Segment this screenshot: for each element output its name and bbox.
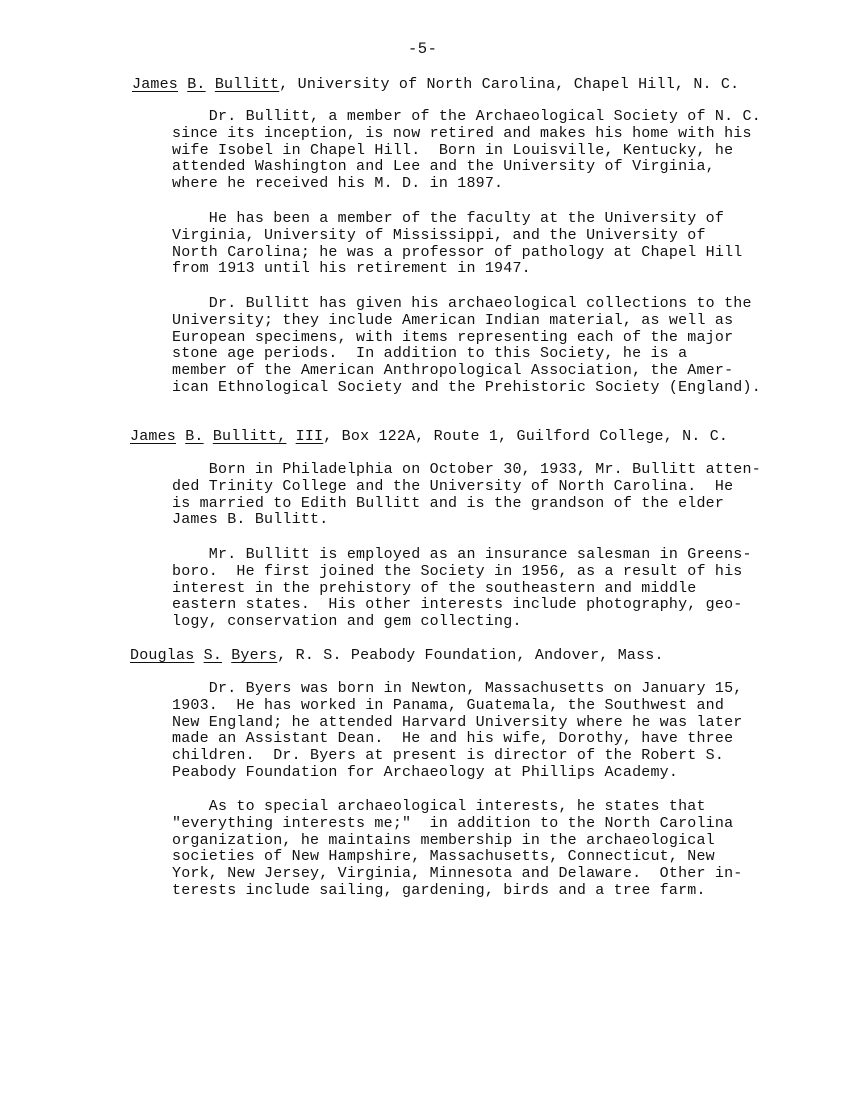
text-line: is married to Edith Bullitt and is the grandson of the elder	[172, 494, 725, 512]
text-line: since its inception, is now retired and makes his home with his	[172, 124, 752, 142]
text-line: Mr. Bullitt is employed as an insurance salesman in Greens-	[172, 546, 752, 563]
text-line: 1903. He has worked in Panama, Guatemala, the Southwest and	[172, 696, 725, 714]
text-line: Virginia, University of Mississippi, and the University of	[172, 226, 706, 244]
affiliation: , Box 122A, Route 1, Guilford College, N. C.	[323, 428, 729, 445]
text-line: organization, he maintains membership in the archaeological	[172, 831, 715, 849]
text-line: societies of New Hampshire, Massachusetts, Connecticut, New	[172, 848, 715, 866]
text-line: terests include sailing, gardening, birds and a tree farm.	[172, 881, 706, 899]
name-initial: B.	[185, 428, 204, 445]
text-line: made an Assistant Dean. He and his wife, Dorothy, have three	[172, 730, 734, 748]
text-line: boro. He first joined the Society in 1956, as a result of his	[172, 562, 743, 580]
name-initial: B.	[187, 76, 206, 93]
text-line: ded Trinity College and the University of North Carolina. He	[172, 477, 734, 495]
entry-heading-byers	[130, 647, 664, 664]
paragraph	[172, 546, 752, 631]
entry-heading-bullitt-iii	[130, 428, 728, 445]
text-line: Peabody Foundation for Archaeology at Phillips Academy.	[172, 763, 679, 781]
text-line: North Carolina; he was a professor of pathology at Chapel Hill	[172, 243, 743, 261]
text-line: from 1913 until his retirement in 1947.	[172, 260, 531, 278]
paragraph	[172, 210, 743, 278]
affiliation: , University of North Carolina, Chapel Hill, N. C.	[279, 76, 740, 93]
name-first: James	[132, 76, 179, 93]
text-line: interest in the prehistory of the southeastern and middle	[172, 579, 697, 597]
name-last: Byers	[231, 647, 278, 664]
text-line: eastern states. His other interests include photography, geo-	[172, 596, 743, 614]
text-line: As to special archaeological interests, he states that	[172, 798, 706, 815]
text-line: European specimens, with items representing each of the major	[172, 328, 734, 346]
page-number: -5-	[408, 40, 438, 58]
name-initial: S.	[203, 647, 223, 664]
text-line: Dr. Byers was born in Newton, Massachusetts on January 15,	[172, 680, 743, 697]
name-suffix: III	[295, 428, 324, 445]
entry-heading-bullitt-sr	[132, 76, 739, 93]
text-line: attended Washington and Lee and the University of Virginia,	[172, 158, 715, 176]
paragraph	[172, 108, 761, 193]
text-line: children. Dr. Byers at present is director of the Robert S.	[172, 747, 725, 765]
text-line: University; they include American Indian material, as well as	[172, 311, 734, 329]
text-line: He has been a member of the faculty at the University of	[172, 210, 725, 227]
text-line: ican Ethnological Society and the Prehistoric Society (England).	[172, 378, 761, 396]
text-line: Dr. Bullitt has given his archaeological collections to the	[172, 295, 752, 312]
text-line: member of the American Anthropological Association, the Amer-	[172, 362, 734, 380]
paragraph	[172, 461, 761, 529]
text-line: "everything interests me;" in addition to the North Carolina	[172, 814, 734, 832]
text-line: Dr. Bullitt, a member of the Archaeological Society of N. C.	[172, 108, 761, 125]
paragraph	[172, 295, 761, 397]
text-line: James B. Bullitt.	[172, 511, 329, 529]
paragraph	[172, 798, 743, 900]
name-last: Bullitt	[214, 76, 280, 93]
paragraph	[172, 680, 743, 782]
name-first: Douglas	[130, 647, 195, 664]
text-line: stone age periods. In addition to this Society, he is a	[172, 345, 688, 363]
text-line: where he received his M. D. in 1897.	[172, 175, 504, 193]
affiliation: , R. S. Peabody Foundation, Andover, Mass.	[277, 647, 664, 664]
name-last: Bullitt,	[212, 428, 287, 445]
text-line: New England; he attended Harvard University where he was later	[172, 713, 743, 731]
text-line: wife Isobel in Chapel Hill. Born in Louisville, Kentucky, he	[172, 141, 734, 159]
text-line: logy, conservation and gem collecting.	[172, 613, 522, 631]
name-first: James	[130, 428, 177, 445]
text-line: York, New Jersey, Virginia, Minnesota and Delaware. Other in-	[172, 865, 743, 883]
text-line: Born in Philadelphia on October 30, 1933, Mr. Bullitt atten-	[172, 461, 761, 478]
